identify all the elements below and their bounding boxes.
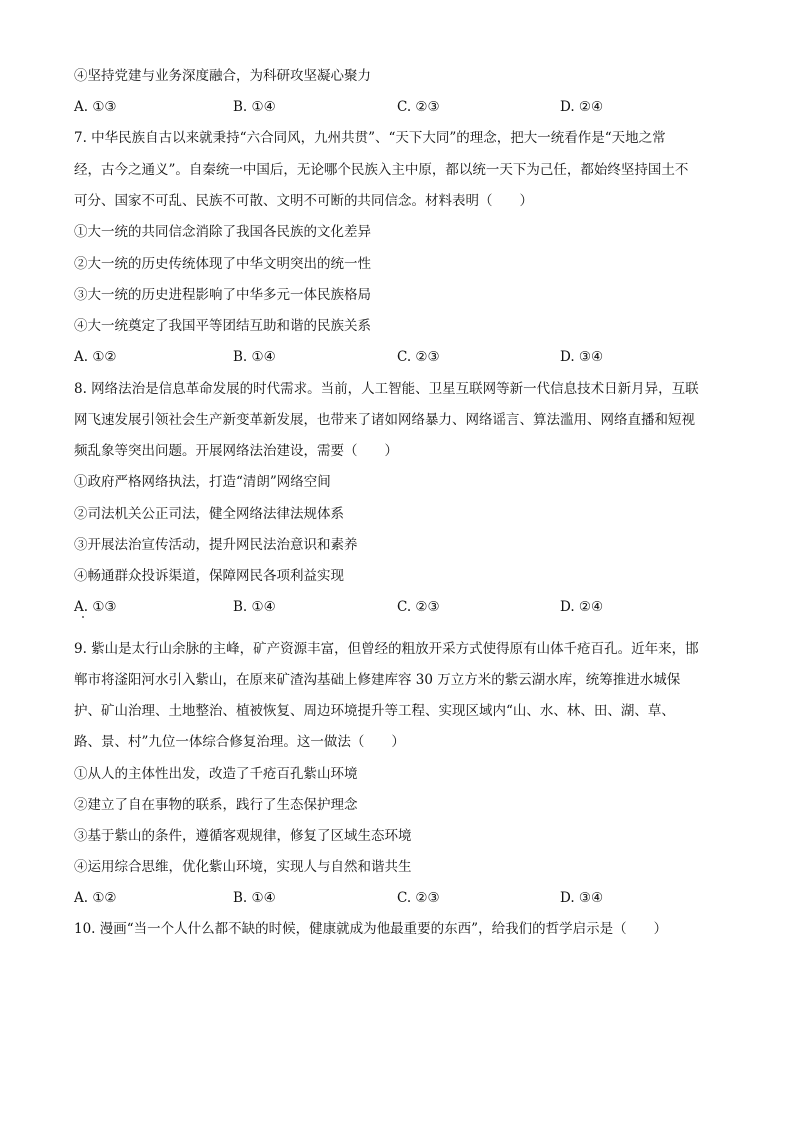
q7-option-b: B. ①④ [233,349,276,365]
q6-option-a: A. ①③ [74,99,117,115]
q8-option-d: D. ②④ [560,599,604,615]
q8-stem-line-3: 频乱象等突出问题。开展网络法治建设，需要（ ） [74,443,398,459]
q8-statement-4: ④畅通群众投诉渠道，保障网民各项利益实现 [74,568,344,584]
q8-stem-line-2: 网飞速发展引领社会生产新变革新发展，也带来了诸如网络暴力、网络谣言、算法滥用、网络直播和短视 [74,412,695,428]
q8-option-b: B. ①④ [233,599,276,615]
q7-option-a: A. ①② [74,349,117,365]
q8-statement-1: ①政府严格网络执法，打造“清朗”网络空间 [74,474,331,490]
q10-stem: 10. 漫画“当一个人什么都不缺的时候，健康就成为他最重要的东西”，给我们的哲学启示是（ ） [74,921,668,937]
q9-statement-3: ③基于紫山的条件，遵循客观规律，修复了区域生态环境 [74,828,412,844]
q9-option-b: B. ①④ [233,890,276,906]
q7-stem-line-3: 可分、国家不可乱、民族不可散、文明不可断的共同信念。材料表明（ ） [74,193,533,209]
q9-option-a: A. ①② [74,890,117,906]
q9-stem-line-1: 9. 紫山是太行山余脉的主峰，矿产资源丰富，但曾经的粗放开采方式使得原有山体千疮百孔。近年来，邯 [74,641,699,657]
q7-statement-3: ③大一统的历史进程影响了中华多元一体民族格局 [74,287,371,303]
q7-stem-line-1: 7. 中华民族自古以来就秉持“六合同风，九州共贯”、“天下大同”的理念，把大一统看作是“天地之常 [74,130,666,146]
q8-statement-3: ③开展法治宣传活动，提升网民法治意识和素养 [74,537,358,553]
q9-stem-line-3: 护、矿山治理、土地整治、植被恢复、周边环境提升等工程、实现区域内“山、水、林、田、湖、草、 [74,703,675,719]
q7-options [74,347,734,367]
q6-options [74,97,734,117]
q7-statement-1: ①大一统的共同信念消除了我国各民族的文化差异 [74,224,371,240]
q8-statement-2: ②司法机关公正司法，健全网络法律法规体系 [74,506,344,522]
q9-stem-line-2: 郸市将滏阳河水引入紫山，在原来矿渣沟基础上修建库容 30 万立方米的紫云湖水库，统筹推进水城保 [74,672,681,688]
q7-statement-2: ②大一统的历史传统体现了中华文明突出的统一性 [74,256,371,272]
q7-stem-line-2: 经，古今之通义”。自秦统一中国后，无论哪个民族入主中原，都以统一天下为己任，都始终坚持国土不 [74,162,689,178]
q6-option-b: B. ①④ [233,99,276,115]
q8-option-a: A. ①③ [74,599,117,615]
q7-option-d: D. ③④ [560,349,604,365]
q9-statement-2: ②建立了自在事物的联系，践行了生态保护理念 [74,797,358,813]
q9-option-d: D. ③④ [560,890,604,906]
stray-mark [82,616,84,618]
q9-stem-line-4: 路、景、村”九位一体综合修复治理。这一做法（ ） [74,734,405,750]
q8-options [74,597,734,617]
q9-statement-1: ①从人的主体性出发，改造了千疮百孔紫山环境 [74,766,358,782]
q7-option-c: C. ②③ [397,349,440,365]
q7-statement-4: ④大一统奠定了我国平等团结互助和谐的民族关系 [74,318,371,334]
q6-option-d: D. ②④ [560,99,604,115]
q8-option-c: C. ②③ [397,599,440,615]
q6-statement-4: ④坚持党建与业务深度融合，为科研攻坚凝心聚力 [74,68,371,84]
q6-option-c: C. ②③ [397,99,440,115]
q8-stem-line-1: 8. 网络法治是信息革命发展的时代需求。当前，人工智能、卫星互联网等新一代信息技术日新月异，互联 [74,381,699,397]
q9-statement-4: ④运用综合思维，优化紫山环境，实现人与自然和谐共生 [74,859,412,875]
q9-options [74,888,734,908]
q9-option-c: C. ②③ [397,890,440,906]
